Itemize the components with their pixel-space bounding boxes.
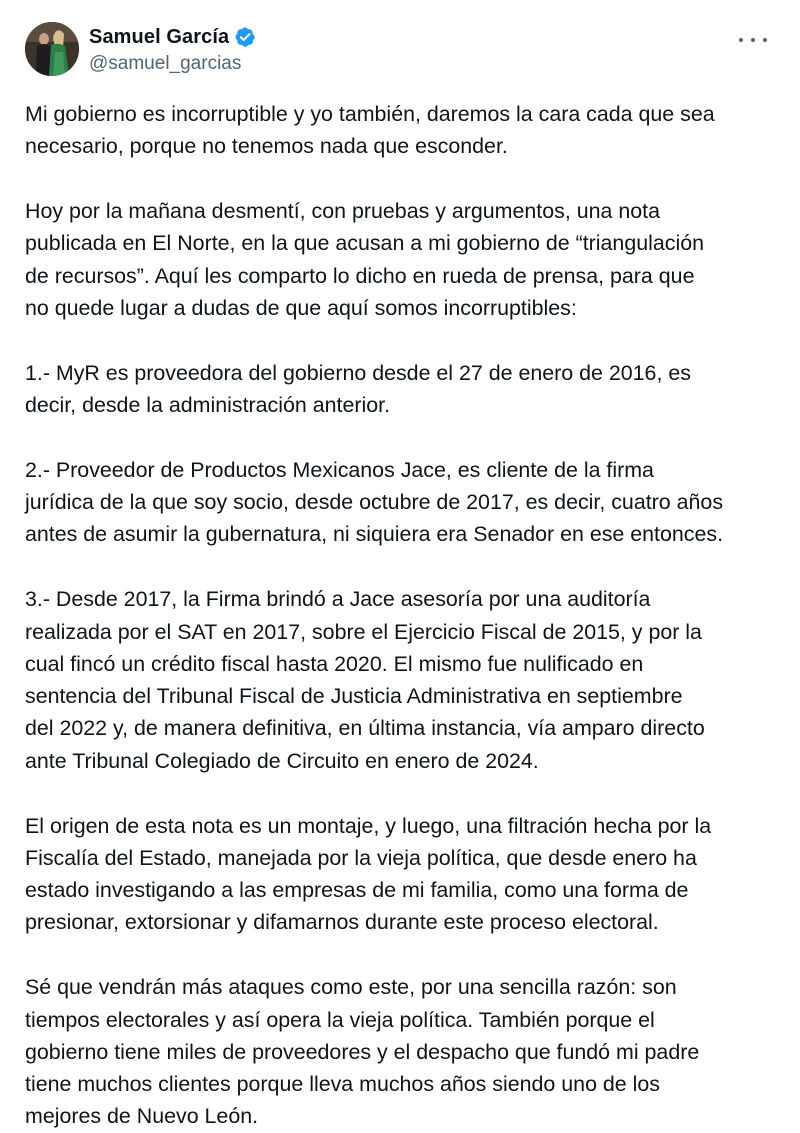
verified-badge-icon[interactable] [234,26,256,48]
tweet-paragraph: Hoy por la mañana desmentí, con pruebas y argumentos, una nota publicada en El Norte, en la que acusan a mi gobierno de “triangulación de recursos”. Aquí les comparto lo dicho en rueda de prensa, para que no quede lugar a dudas de que aquí somos incorruptibles: [25,199,704,320]
tweet-paragraph: Mi gobierno es incorruptible y yo también, daremos la cara cada que sea necesario, porque no tenemos nada que esconder. [25,102,715,159]
name-row [89,24,256,50]
more-horizontal-icon[interactable] [739,30,767,50]
author-handle[interactable]: @samuel_garcias [89,53,242,74]
tweet-paragraph: Sé que vendrán más ataques como este, por una sencilla razón: son tiempos electorales y así opera la vieja política. También porque el gobierno tiene miles de proveedores y el despacho que fundó mi padre tiene muchos clientes porque lleva muchos años siendo uno de los mejores de Nuevo León. [25,975,700,1129]
dot [751,38,755,42]
tweet-paragraph: 1.- MyR es proveedora del gobierno desde el 27 de enero de 2016, es decir, desde la administración anterior. [25,360,691,418]
avatar[interactable] [25,22,79,76]
profile-photo-icon [25,22,79,76]
tweet-text [25,98,775,1133]
tweet-paragraph: El origen de esta nota es un montaje, y luego, una filtración hecha por la Fiscalía del Estado, manejada por la vieja política, que desde enero ha estado investigando a las empresas de mi familia, como una forma de presionar, extorsionar y difamarnos durante este proceso electoral. [25,813,712,935]
tweet-header [25,20,775,80]
author-names [89,24,256,75]
author-name[interactable]: Samuel García [89,25,230,48]
tweet-paragraph: 2.- Proveedor de Productos Mexicanos Jace, es cliente de la firma jurídica de la que soy socio, desde octubre de 2017, es decir, cuatro años antes de asumir la gubernatura, ni siquiera era Senador en ese entonces. [25,457,724,547]
dot [763,38,767,42]
dot [739,38,743,42]
tweet-paragraph: 3.- Desde 2017, la Firma brindó a Jace asesoría por una auditoría realizada por el SAT en 2017, sobre el Ejercicio Fiscal de 2015, y por la cual fincó un crédito fiscal hasta 2020. El mismo fue nulificado en sentencia del Tribunal Fiscal de Justicia Administrativa en septiembre del 2022 y, de manera definitiva, en última instancia, vía amparo directo ante Tribunal Colegiado de Circuito en enero de 2024. [25,587,705,773]
